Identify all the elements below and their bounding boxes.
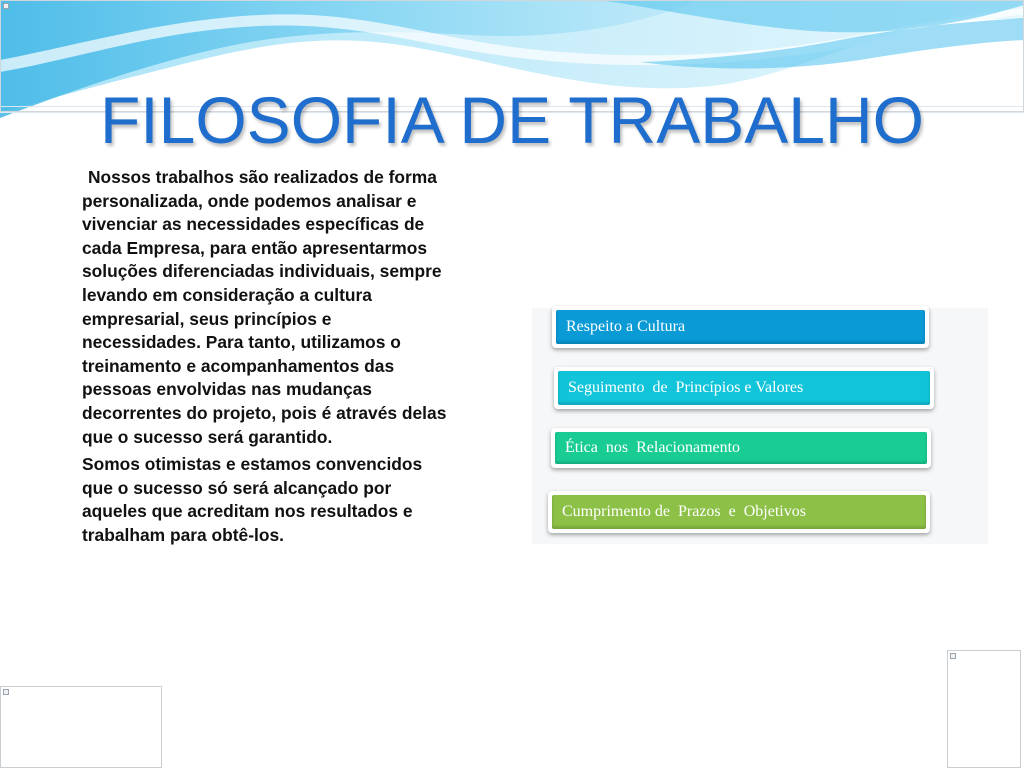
value-box-fill	[555, 432, 927, 464]
slide-title: FILOSOFIA DE TRABALHO	[99, 83, 924, 157]
value-box-fill	[552, 495, 926, 529]
value-box-fill	[558, 371, 930, 405]
broken-image-icon	[3, 689, 9, 695]
value-box-label: Cumprimento de Prazos e Objetivos	[562, 503, 806, 520]
value-box	[551, 428, 931, 468]
paragraph: Nossos trabalhos são realizados de forma personalizada, onde podemos analisar e vivenciar as necessidades específicas de cada Empresa, para então apresentarmos soluções diferenciadas individuais, sempre levando em consideração a cultura empresarial, seus princípios e necessidades. Para tanto, utilizamos o treinamento e acompanhamentos das pessoas envolvidas nas mudanças decorrentes do projeto, pois é através delas que o sucesso será garantido.	[82, 167, 447, 447]
value-box-fill	[556, 310, 925, 344]
body-text	[82, 166, 452, 552]
value-box-label: Ética nos Relacionamento	[565, 439, 741, 456]
value-box	[548, 491, 930, 533]
paragraph: Somos otimistas e estamos convencidos que o sucesso só será alcançado por aqueles que acreditam nos resultados e trabalham para obtê-los.	[82, 454, 423, 545]
value-box-label: Seguimento de Princípios e Valores	[568, 379, 804, 396]
broken-image-icon	[950, 653, 956, 659]
image-placeholder-bottom-right	[947, 650, 1021, 768]
broken-image-icon	[3, 3, 9, 9]
value-box	[552, 306, 929, 348]
image-placeholder-bottom-left	[0, 686, 162, 768]
value-box	[554, 367, 934, 409]
value-box-label: Respeito a Cultura	[566, 318, 686, 335]
